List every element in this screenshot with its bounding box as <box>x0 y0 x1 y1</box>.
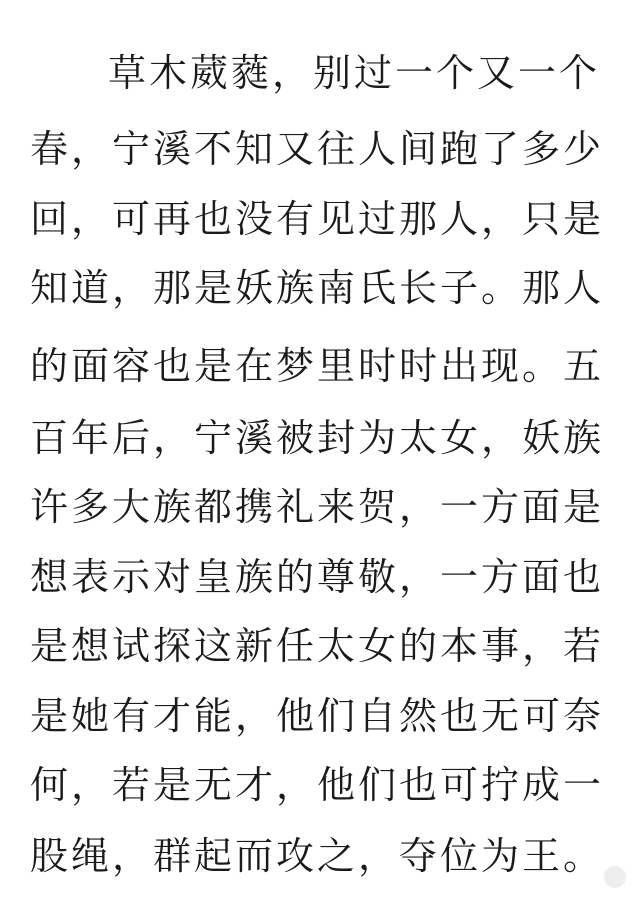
text-line-1: 草木葳蕤，别过一个又一个 <box>108 51 601 95</box>
text-line-11: 何，若是无才，他们也可拧成一 <box>30 763 605 807</box>
text-line-8: 想表示对皇族的尊敬，一方面也 <box>30 555 605 599</box>
text-line-12: 股绳，群起而攻之，夺位为王。 <box>30 834 605 878</box>
text-line-6: 百年后，宁溪被封为太女，妖族 <box>30 416 605 460</box>
text-line-3: 回，可再也没有见过那人，只是 <box>30 197 605 241</box>
text-line-9: 是想试探这新任太女的本事，若 <box>30 624 605 668</box>
text-line-2: 春，宁溪不知又往人间跑了多少 <box>30 127 605 171</box>
corner-dot-icon <box>604 866 626 888</box>
text-line-4: 知道，那是妖族南氏长子。那人 <box>30 266 605 310</box>
text-line-7: 许多大族都携礼来贺，一方面是 <box>30 485 605 529</box>
text-line-5: 的面容也是在梦里时时出现。五 <box>30 344 605 388</box>
text-line-10: 是她有才能，他们自然也无可奈 <box>30 694 605 738</box>
